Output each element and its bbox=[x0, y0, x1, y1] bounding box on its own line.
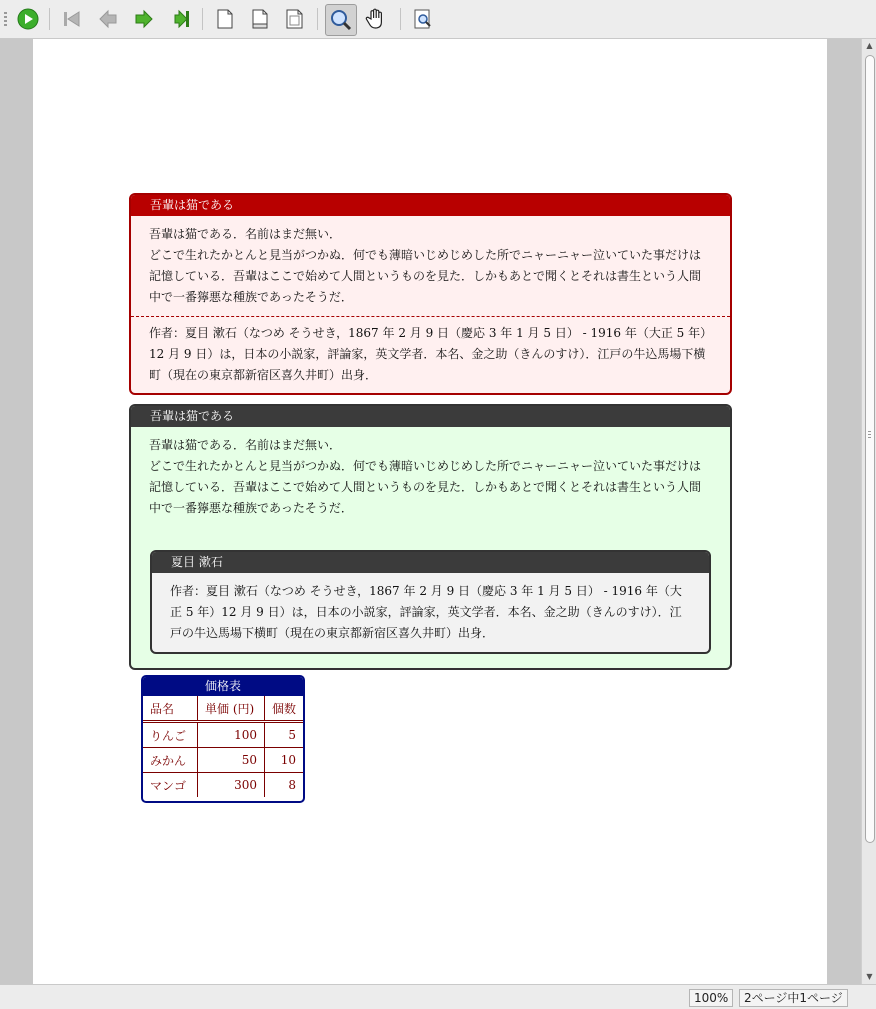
next-page-button[interactable] bbox=[131, 6, 157, 32]
zoom-level: 100% bbox=[689, 989, 733, 1007]
first-page-button[interactable] bbox=[59, 6, 85, 32]
green-box-line2: どこで生れたかとんと見当がつかぬ．何でも薄暗いじめじめした所でニャーニャー泣いていた事だけは記憶している．吾輩はここで始めて人間というものを見た．しかもあとで聞くとそれは書生という人間中で一番獰悪な種族であったそうだ． bbox=[149, 459, 702, 515]
last-page-button[interactable] bbox=[167, 6, 193, 32]
author-inner-box bbox=[150, 550, 711, 654]
toolbar-separator bbox=[202, 8, 203, 30]
previous-page-icon bbox=[97, 8, 119, 30]
toolbar-separator bbox=[400, 8, 401, 30]
zoom-icon bbox=[329, 8, 353, 32]
green-box-line1: 吾輩は猫である．名前はまだ無い． bbox=[149, 438, 342, 452]
table-cell: 100 bbox=[198, 722, 265, 748]
price-table bbox=[141, 675, 305, 803]
document-page bbox=[33, 39, 827, 984]
table-row bbox=[143, 773, 303, 798]
table-cell: みかん bbox=[143, 748, 198, 773]
toolbar-separator bbox=[317, 8, 318, 30]
scrollbar-grip bbox=[868, 431, 871, 439]
header-cell: 個数 bbox=[265, 696, 304, 722]
table-cell: りんご bbox=[143, 722, 198, 748]
red-box-body bbox=[131, 216, 730, 316]
magnifier-icon bbox=[412, 8, 434, 30]
red-box-line1: 吾輩は猫である．名前はまだ無い． bbox=[149, 227, 342, 241]
table-header-row bbox=[143, 696, 303, 722]
scroll-down-icon[interactable]: ▼ bbox=[866, 972, 873, 981]
play-icon bbox=[17, 8, 39, 30]
table-row bbox=[143, 748, 303, 773]
hand-tool-icon bbox=[364, 7, 388, 31]
table-cell: 50 bbox=[198, 748, 265, 773]
table-row bbox=[143, 722, 303, 748]
continuous-page-button[interactable] bbox=[247, 6, 273, 32]
green-text-box bbox=[129, 404, 732, 670]
continuous-page-icon bbox=[249, 8, 271, 30]
scrollbar-thumb[interactable] bbox=[865, 55, 875, 843]
vertical-scrollbar[interactable] bbox=[861, 39, 876, 984]
red-box-author: 作者：夏目 漱石（なつめ そうせき，1867 年 2 月 9 日（慶応 3 年 1 月 5 日） - 1916 年（大正 5 年）12 月 9 日）は，日本の小説家，評論家，英文学者．本名、金之助（きんのすけ）．江戸の牛込馬場下横町（現在の東京都新宿区喜久井町）出身． bbox=[149, 326, 707, 382]
zoom-button[interactable] bbox=[325, 4, 357, 36]
table-cell: 10 bbox=[265, 748, 304, 773]
facing-page-icon bbox=[284, 8, 306, 30]
table-cell: 5 bbox=[265, 722, 304, 748]
inner-box-title: 夏目 漱石 bbox=[152, 552, 709, 573]
single-page-icon bbox=[214, 8, 236, 30]
header-cell: 単価 (円) bbox=[198, 696, 265, 722]
page-indicator: 2ページ中1ページ bbox=[739, 989, 848, 1007]
last-page-icon bbox=[169, 8, 191, 30]
single-page-button[interactable] bbox=[212, 6, 238, 32]
magnifier-button[interactable] bbox=[410, 6, 436, 32]
price-table-caption: 価格表 bbox=[143, 677, 303, 696]
red-box-title: 吾輩は猫である bbox=[131, 195, 730, 216]
toolbar-separator bbox=[49, 8, 50, 30]
document-viewport[interactable] bbox=[0, 39, 861, 984]
price-table-grid bbox=[143, 696, 303, 797]
play-button[interactable] bbox=[15, 6, 41, 32]
green-box-body bbox=[131, 427, 730, 519]
facing-page-button[interactable] bbox=[282, 6, 308, 32]
hand-tool-button[interactable] bbox=[363, 6, 389, 32]
red-box-line2: どこで生れたかとんと見当がつかぬ．何でも薄暗いじめじめした所でニャーニャー泣いていた事だけは記憶している．吾輩はここで始めて人間というものを見た．しかもあとで聞くとそれは書生という人間中で一番獰悪な種族であったそうだ． bbox=[149, 248, 702, 304]
previous-page-button[interactable] bbox=[95, 6, 121, 32]
red-text-box bbox=[129, 193, 732, 395]
table-cell: 300 bbox=[198, 773, 265, 798]
table-cell: マンゴ bbox=[143, 773, 198, 798]
status-bar bbox=[0, 984, 876, 1009]
inner-box-body: 作者：夏目 漱石（なつめ そうせき，1867 年 2 月 9 日（慶応 3 年 1 月 5 日） - 1916 年（大正 5 年）12 月 9 日）は，日本の小説家，評論家，英文学者．本名、金之助（きんのすけ）．江戸の牛込馬場下横町（現在の東京都新宿区喜久井町）出身． bbox=[170, 584, 682, 640]
toolbar-grip[interactable] bbox=[4, 12, 7, 26]
next-page-icon bbox=[133, 8, 155, 30]
green-box-title: 吾輩は猫である bbox=[131, 406, 730, 427]
scroll-up-icon[interactable]: ▲ bbox=[866, 41, 873, 50]
first-page-icon bbox=[61, 8, 83, 30]
toolbar bbox=[0, 0, 876, 39]
table-cell: 8 bbox=[265, 773, 304, 798]
header-cell: 品名 bbox=[143, 696, 198, 722]
